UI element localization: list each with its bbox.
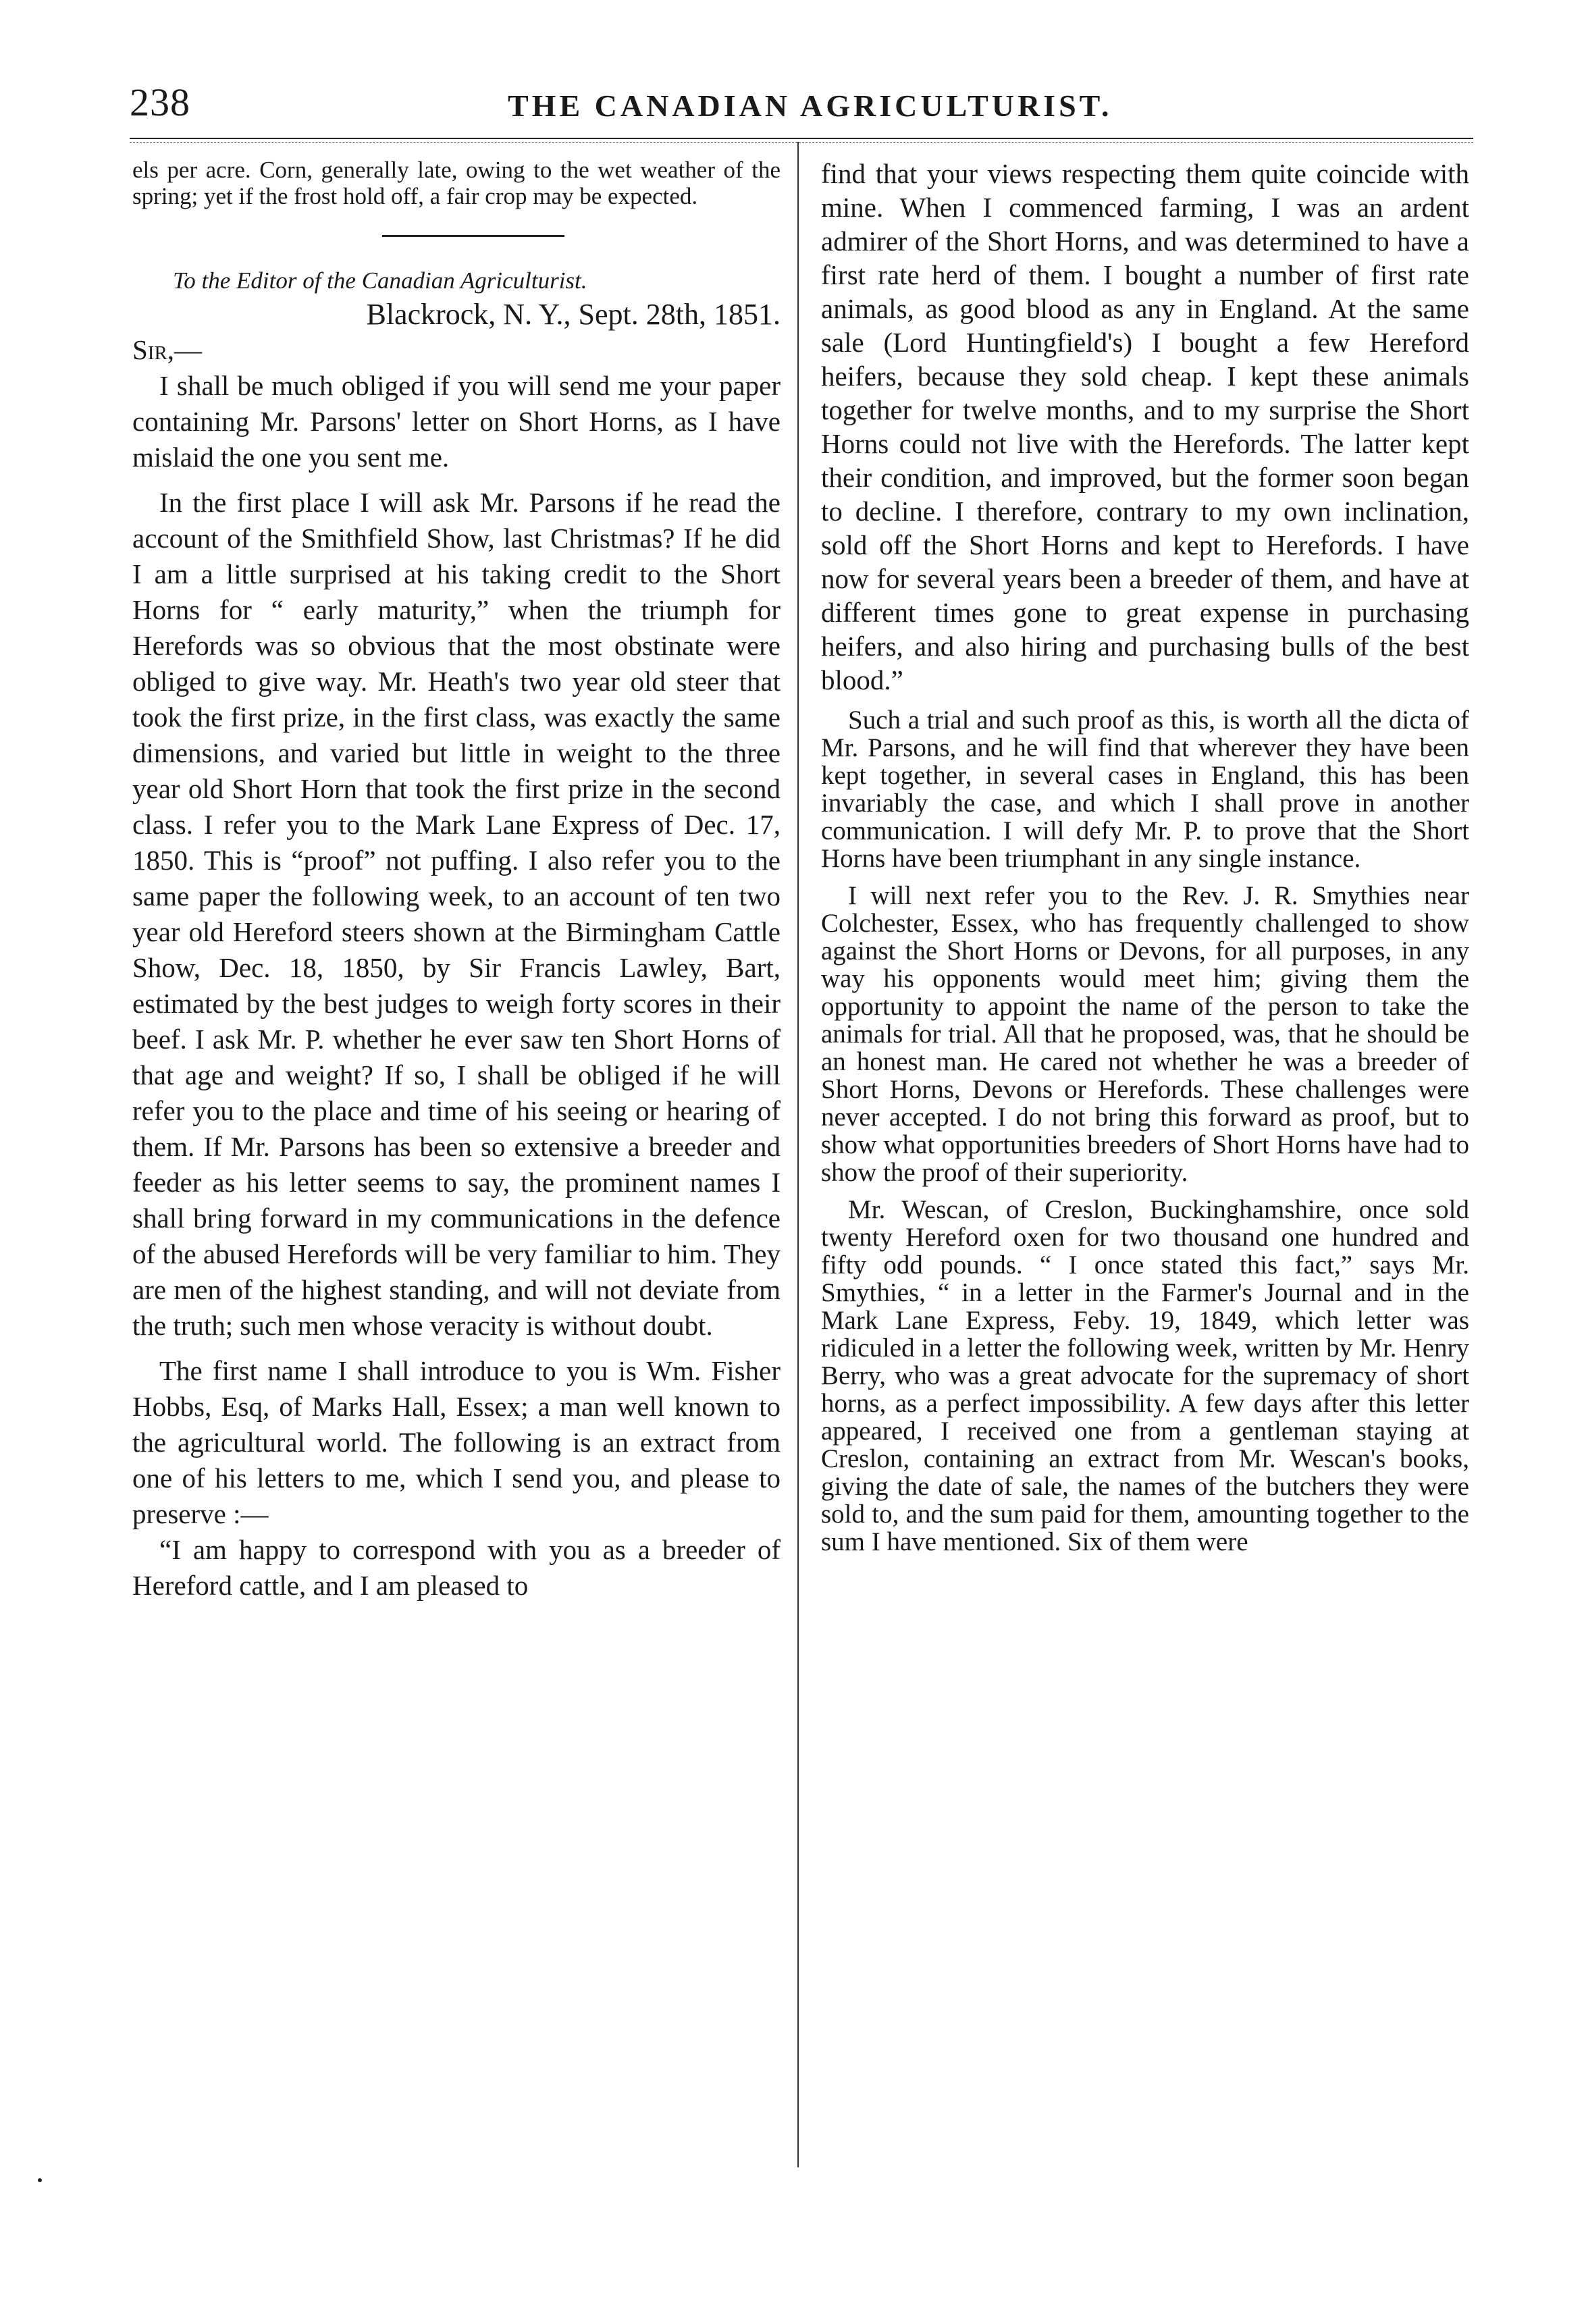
page-header: [130, 80, 1473, 134]
running-head: THE CANADIAN AGRICULTURIST.: [508, 88, 1113, 123]
page-number: 238: [130, 80, 190, 124]
letter-dateline: Blackrock, N. Y., Sept. 28th, 1851.: [366, 298, 781, 331]
paragraph: Mr. Wescan, of Creslon, Buckinghamshire, once sold twenty Hereford oxen for two thousand one hundred and fifty odd pounds. “ I once stated this fact,” says Mr. Smythies, “ in a letter in the Farmer's Journal and in the Mark Lane Express, Feby. 19, 1849, which letter was ridiculed in a letter the following week, written by Mr. Henry Berry, who was a great advocate for the supremacy of short horns, as a perfect impossibility. A few days after this letter appeared, I received one from a gentleman staying at Creslon, containing an extract from Mr. Wescan's books, giving the date of sale, the names of the butchers they were sold to, and the sum paid for them, amounting together to the sum I have mentioned. Six of them were: [821, 1195, 1469, 1556]
intro-block: [132, 157, 781, 209]
letter-salutation: Sir,—: [132, 334, 203, 365]
paragraph: find that your views respecting them quite coincide with mine. When I commenced farming, I was an ardent admirer of the Short Horns, and was determined to have a first rate herd of them. I bought a number of first rate animals, as good blood as any in England. At the same sale (Lord Huntingfield's) I bought a few Hereford heifers, because they sold cheap. I kept these animals together for twelve months, and to my surprise the Short Horns could not live with the Herefords. The latter kept their condition, and improved, but the former soon began to decline. I therefore, contrary to my own inclination, sold off the Short Horns and kept to Herefords. I have now for several years been a breeder of them, and have at different times gone to great expense in purchasing heifers, and also hiring and purchasing bulls of the best blood.”: [821, 158, 1469, 695]
paragraph: I will next refer you to the Rev. J. R. Smythies near Colchester, Essex, who has frequently challenged to show against the Short Horns or Devons, for all purposes, in any way his opponents would meet him; giving them the opportunity to appoint the name of the person to take the animals for trial. All that he proposed, was, that he should be an honest man. He cared not whether he was a breeder of Short Horns, Devons or Herefords. These challenges were never accepted. I do not bring this forward as proof, but to show what opportunities breeders of Short Horns have had to show the proof of their superiority.: [821, 881, 1469, 1187]
quote-paragraph: “I am happy to correspond with you as a breeder of Hereford cattle, and I am pleased to: [132, 1534, 781, 1601]
print-speck: [38, 2178, 42, 2182]
header-rule-dashed: [130, 142, 1473, 143]
column-divider: [797, 142, 799, 2167]
right-column: [821, 157, 1469, 1556]
paragraph: I shall be much obliged if you will send me your paper containing Mr. Parsons' letter on Short Horns, as I have mislaid the one you sent me.: [132, 370, 781, 473]
letter-address: To the Editor of the Canadian Agriculturist.: [173, 267, 587, 294]
left-column: [132, 157, 781, 1604]
intro-paragraph: els per acre. Corn, generally late, owing to the wet weather of the spring; yet if the frost hold off, a fair crop may be expected.: [132, 157, 781, 209]
paragraph: In the first place I will ask Mr. Parsons if he read the account of the Smithfield Show, last Christmas? If he did I am a little surprised at his taking credit to the Short Horns for “ early maturity,” when the triumph for Herefords was so obvious that the most obstinate were obliged to give way. Mr. Heath's two year old steer that took the first prize, in the first class, was exactly the same dimensions, and varied but little in weight to the three year old Short Horn that took the first prize in the second class. I refer you to the Mark Lane Express of Dec. 17, 1850. This is “proof” not puffing. I also refer you to the same paper the following week, to an account of ten two year old Hereford steers shown at the Birmingham Cattle Show, Dec. 18, 1850, by Sir Francis Lawley, Bart, estimated by the best judges to weigh forty scores in their beef. I ask Mr. P. whether he ever saw ten Short Horns of that age and weight? If so, I shall be obliged if he will refer you to the place and time of his seeing or hearing of them. If Mr. Parsons has been so extensive a breeder and feeder as his letter seems to say, the prominent names I shall bring forward in my communications in the defence of the abused Herefords will be very familiar to him. They are men of the highest standing, and will not deviate from the truth; such men whose veracity is without doubt.: [132, 487, 781, 1341]
paragraph: Such a trial and such proof as this, is worth all the dicta of Mr. Parsons, and he will find that wherever they have been kept together, in several cases in England, this has been invariably the case, and which I shall prove in another communication. I will defy Mr. P. to prove that the Short Horns have been triumphant in any single instance.: [821, 706, 1469, 873]
header-rule: [130, 138, 1473, 139]
section-separator: [382, 235, 564, 237]
paragraph: The first name I shall introduce to you is Wm. Fisher Hobbs, Esq, of Marks Hall, Essex; a man well known to the agricultural world. The following is an extract from one of his letters to me, which I send you, and please to preserve :—: [132, 1355, 781, 1529]
